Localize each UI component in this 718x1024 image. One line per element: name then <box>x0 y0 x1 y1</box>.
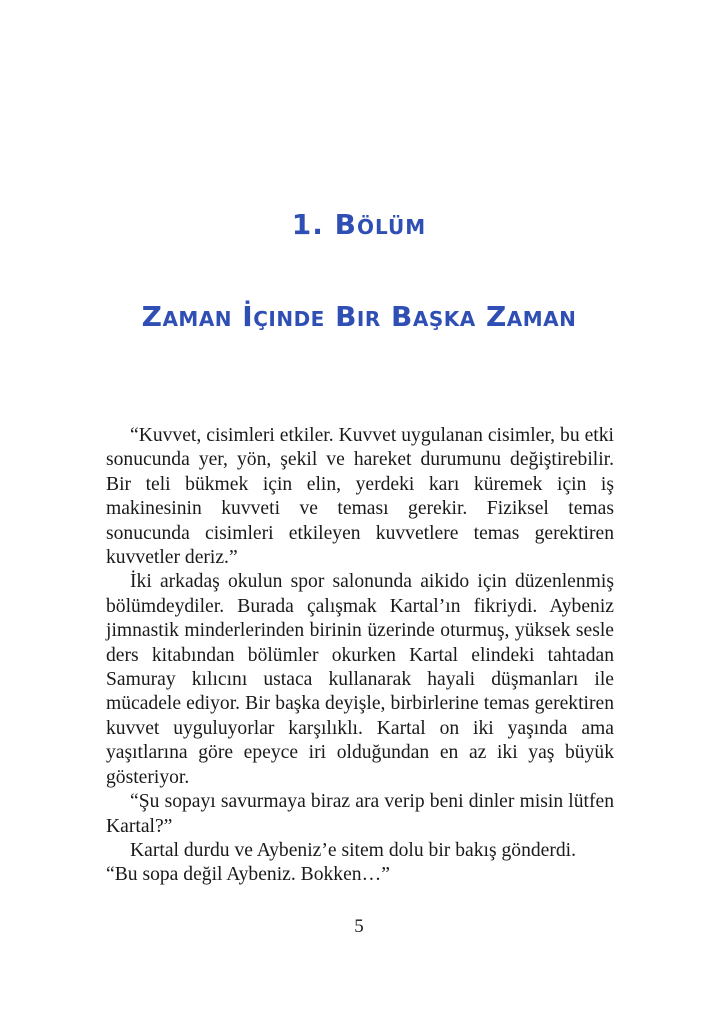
chapter-number: 1. Bölüm <box>291 208 427 241</box>
paragraph-2: İki arkadaş okulun spor salonunda aikido için düzenlenmiş bölümdeydiler. Burada çalışmak Kartal’ın fikriydi. Aybeniz jimnastik minderlerinden birinin üzerinde oturmuş, yüksek sesle ders kitabından bölümler okurken Kartal elindeki tahtadan Samuray kılıcını ustaca kullanarak hayali düşmanları ile mücadele ediyor. Bir başka deyişle, birbirlerine temas gerektiren kuvvet uyguluyorlar karşılıklı. Kartal on iki yaşında ama yaşıtlarına göre epeyce iri olduğundan en az iki yaş büyük gösteriyor. <box>106 571 614 788</box>
paragraph-3: “Şu sopayı savurmaya biraz ara verip beni dinler misin lütfen Kartal?” <box>106 791 614 837</box>
body-text <box>106 424 614 888</box>
paragraph-4: Kartal durdu ve Aybeniz’e sitem dolu bir bakış gönderdi. <box>130 839 577 861</box>
paragraph-1: “Kuvvet, cisimleri etkiler. Kuvvet uygulanan cisimler, bu etki sonucunda yer, yön, şekil ve hareket durumunu değiştirebilir. Bir teli bükmek için elin, yerdeki karı küremek için iş makinesinin kuvveti ve teması gerekir. Fiziksel temas sonucunda cisimleri etkileyen kuvvetlere temas gerektiren kuvvetler deriz.” <box>106 425 614 569</box>
page-number: 5 <box>354 916 364 937</box>
paragraph-5: “Bu sopa değil Aybeniz. Bokken…” <box>106 864 390 886</box>
chapter-title: Zaman İçinde Bir Başka Zaman <box>141 300 577 333</box>
